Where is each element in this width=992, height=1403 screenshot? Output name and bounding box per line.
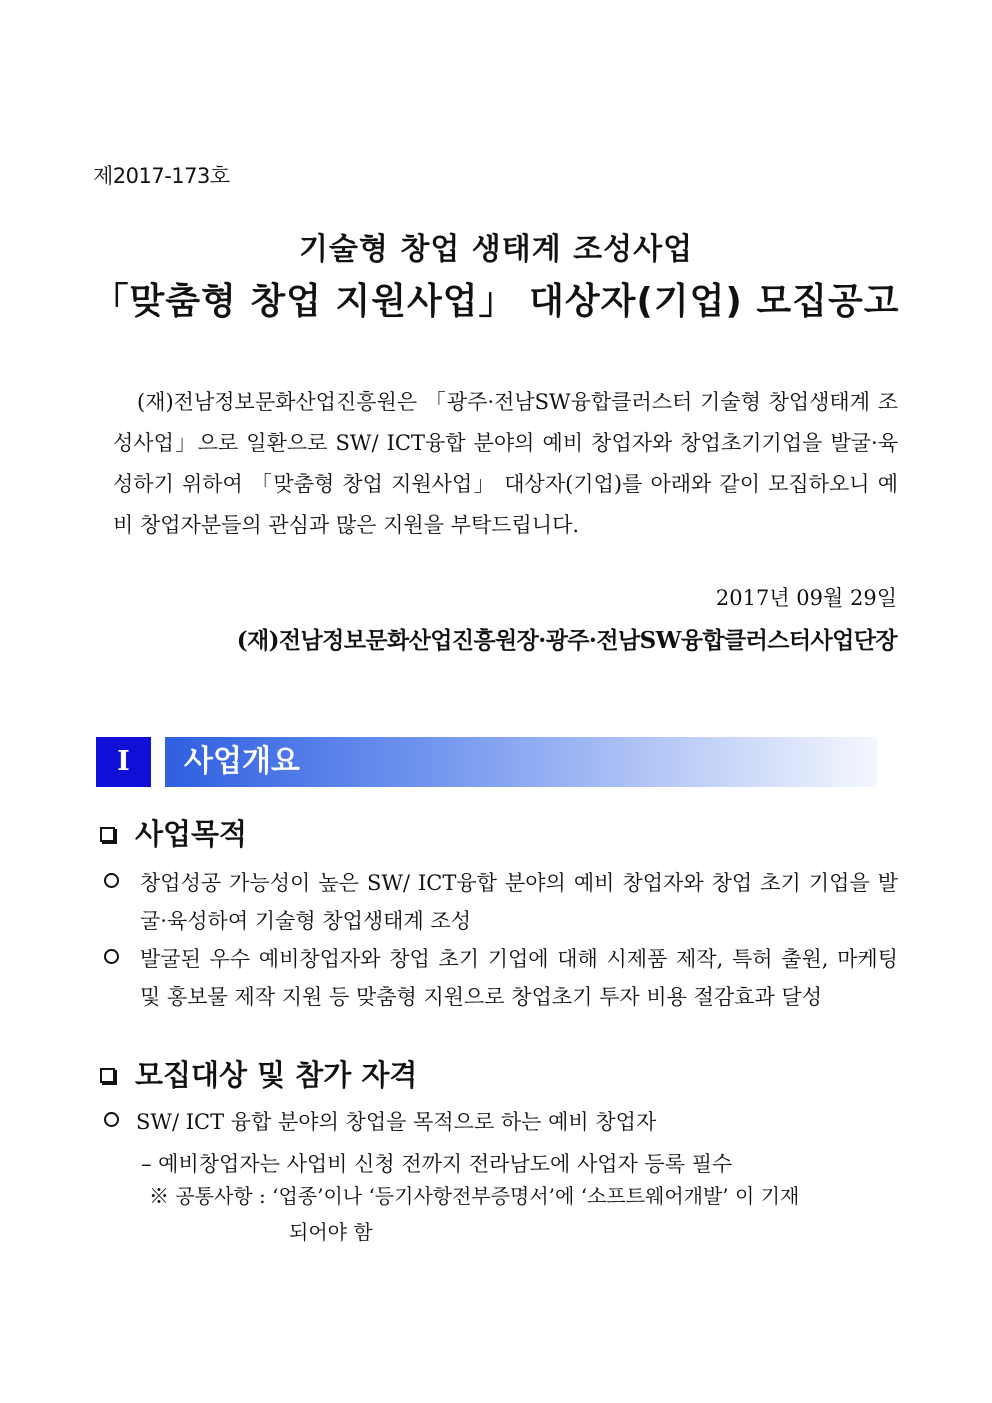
announcement-date: 2017년 09월 29일 (715, 586, 897, 610)
eligibility-heading (100, 1053, 417, 1094)
eligibility-heading-label: 모집대상 및 참가 자격 (135, 1058, 418, 1092)
circle-bullet-icon (104, 949, 119, 964)
page-title-line1: 기술형 창업 생태계 조성사업 (298, 232, 694, 267)
checkbox-square-icon (100, 1068, 115, 1083)
circle-bullet-icon (104, 1112, 119, 1127)
eligibility-bullet-text: SW/ ICT 융합 분야의 창업을 목적으로 하는 예비 창업자 (136, 1110, 657, 1134)
issuer-name: (재)전남정보문화산업진흥원장·광주·전남SW융합클러스터사업단장 (236, 627, 897, 654)
purpose-bullet-2-text: 발굴된 우수 예비창업자와 창업 초기 기업에 대해 시제품 제작, 특허 출원, 마케팅 및 홍보물 제작 지원 등 맞춤형 지원으로 창업초기 투자 비용 절감효과 달성 (140, 947, 898, 1009)
eligibility-dash-item: – 예비창업자는 사업비 신청 전까지 전라남도에 사업자 등록 필수 (141, 1152, 733, 1176)
purpose-bullet-1-text: 창업성공 가능성이 높은 SW/ ICT융합 분야의 예비 창업자와 창업 초기 기업을 발굴·육성하여 기술형 창업생태계 조성 (140, 871, 898, 933)
eligibility-bullet (104, 1103, 898, 1141)
purpose-heading-label: 사업목적 (135, 817, 248, 851)
purpose-heading (100, 812, 247, 853)
common-note-line2: 되어야 함 (289, 1220, 373, 1244)
intro-paragraph: (재)전남정보문화산업진흥원은 「광주·전남SW융합클러스터 기술형 창업생태계 조성사업」으로 일환으로 SW/ ICT융합 분야의 예비 창업자와 창업초기기업을 발굴·육성하기 위하여 「맞춤형 창업 지원사업」 대상자(기업)를 아래와 같이 모집하오니 예비 창업자분들의 관심과 많은 지원을 부탁드립니다. (113, 390, 898, 537)
circle-bullet-icon (104, 873, 119, 888)
common-note-line1: ※ 공통사항 : ‘업종’이나 ‘등기사항전부증명서’에 ‘소프트웨어개발’ 이 기재 (149, 1184, 800, 1208)
checkbox-square-icon (100, 827, 115, 842)
page-title-line2: 「맞춤형 창업 지원사업」 대상자(기업) 모집공고 (92, 281, 900, 322)
purpose-bullet-2 (104, 940, 898, 1016)
document-number: 제2017-173호 (93, 164, 230, 188)
purpose-bullet-1 (104, 864, 898, 940)
section-title: 사업개요 (184, 744, 300, 779)
section-number-badge: I (96, 737, 151, 787)
